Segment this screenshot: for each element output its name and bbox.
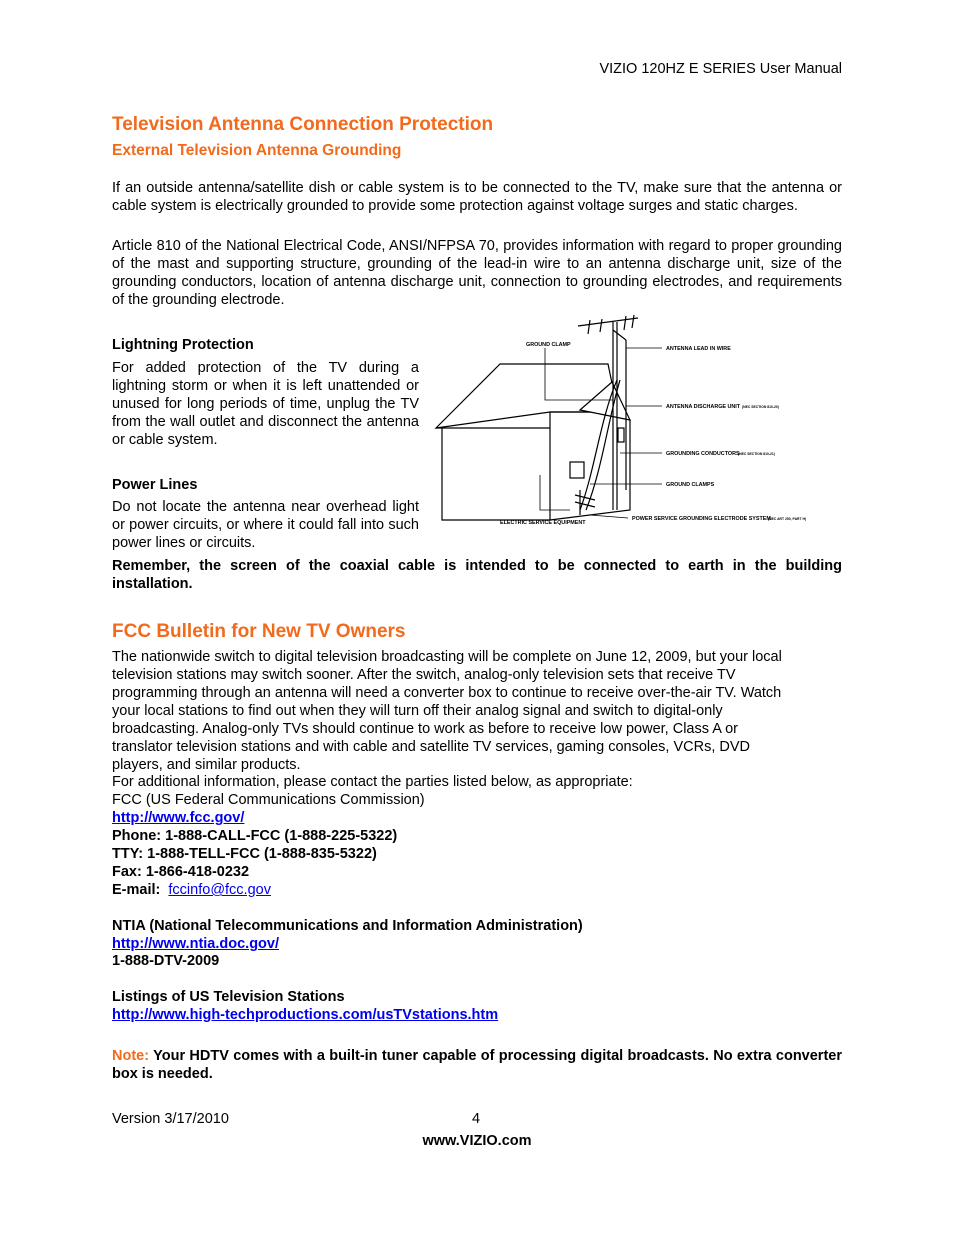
fcc-url-link[interactable]: http://www.fcc.gov/: [112, 810, 245, 826]
antenna-paragraph-1: If an outside antenna/satellite dish or cable system is to be connected to the TV, make sure that the antenna or cable system is electrically grounded to provide some protection against voltage surges and static charges.: [112, 180, 842, 214]
ntia-phone: 1-888-DTV-2009: [112, 953, 220, 969]
section-title-antenna: Television Antenna Connection Protection: [112, 114, 494, 135]
lightning-title: Lightning Protection: [112, 337, 254, 353]
label-discharge-unit: ANTENNA DISCHARGE UNIT: [666, 404, 741, 410]
note-text: Your HDTV comes with a built-in tuner capable of processing digital broadcasts. No extra converter box is needed.: [112, 1048, 842, 1082]
manual-title: VIZIO 120HZ E SERIES User Manual: [599, 61, 842, 77]
listings-url-link[interactable]: http://www.high-techproductions.com/usTVstations.htm: [112, 1007, 499, 1023]
footer-website: www.VIZIO.com: [422, 1133, 532, 1149]
ntia-title: NTIA (National Telecommunications and Information Administration): [112, 918, 583, 934]
label-electric-service: ELECTRIC SERVICE EQUIPMENT: [500, 520, 586, 526]
power-lines-text: Do not locate the antenna near overhead light or power circuits, or where it could fall into such power lines or circuits.: [112, 499, 419, 551]
listings-title: Listings of US Television Stations: [112, 989, 345, 1005]
note-label: Note:: [112, 1048, 150, 1064]
label-power-service: POWER SERVICE GROUNDING ELECTRODE SYSTEM: [632, 516, 771, 522]
label-lead-in-wire: ANTENNA LEAD IN WIRE: [666, 346, 731, 352]
fcc-org: FCC (US Federal Communications Commission): [112, 792, 425, 808]
power-lines-title: Power Lines: [112, 477, 198, 493]
fcc-fax: Fax: 1-866-418-0232: [112, 864, 250, 880]
fcc-paragraph: The nationwide switch to digital television broadcasting will be complete on June 12, 2009, but your local television stations may switch sooner. After the switch, analog-only television sets that receive TV programming through an antenna will need a converter box to continue to receive over-the-air TV. Watch your local stations to find out when they will turn off their analog signal and switch to digital-only broadcasting. Analog-only TVs should continue to work as before to receive low power, Class A or translator television stations and with cable and satellite TV services, gaming consoles, VCRs, DVD players, and similar products.: [112, 649, 782, 773]
footer-page-number: 4: [472, 1111, 481, 1127]
note-block: [112, 1047, 842, 1083]
label-conductors-ref: (NEC SECTION 810-21): [738, 452, 775, 456]
ntia-url-link[interactable]: http://www.ntia.doc.gov/: [112, 936, 280, 952]
lightning-text: For added protection of the TV during a lightning storm or when it is left unattended or unused for long periods of time, unplug the TV from the wall outlet and disconnect the antenna or cable system.: [112, 360, 419, 448]
label-ground-clamps: GROUND CLAMPS: [666, 482, 715, 488]
antenna-paragraph-2: Article 810 of the National Electrical Code, ANSI/NFPSA 70, provides information with regard to proper grounding of the mast and supporting structure, grounding of the lead-in wire to an antenna discharge unit, size of the grounding conductors, location of antenna discharge unit, connection to grounding electrodes, and requirements of the grounding electrode.: [112, 238, 842, 308]
label-ground-clamp: GROUND CLAMP: [526, 342, 571, 348]
remember-note: Remember, the screen of the coaxial cable is intended to be connected to earth in the building installation.: [112, 558, 842, 592]
label-discharge-ref: (NEC SECTION 810-20): [742, 405, 779, 409]
label-grounding-conductors: GROUNDING CONDUCTORS: [666, 451, 740, 457]
fcc-additional: For additional information, please contact the parties listed below, as appropriate:: [112, 774, 633, 790]
footer-version: Version 3/17/2010: [112, 1111, 229, 1127]
fcc-email-link[interactable]: fccinfo@fcc.gov: [168, 882, 271, 898]
section-subtitle-grounding: External Television Antenna Grounding: [112, 142, 402, 159]
label-power-service-ref: (NEC ART 250, PART H): [768, 517, 807, 521]
fcc-email-label: E-mail:: [112, 882, 161, 898]
fcc-phone: Phone: 1-888-CALL-FCC (1-888-225-5322): [112, 828, 398, 844]
antenna-grounding-diagram: [430, 310, 830, 535]
fcc-tty: TTY: 1-888-TELL-FCC (1-888-835-5322): [112, 846, 377, 862]
section-title-fcc: FCC Bulletin for New TV Owners: [112, 621, 406, 642]
